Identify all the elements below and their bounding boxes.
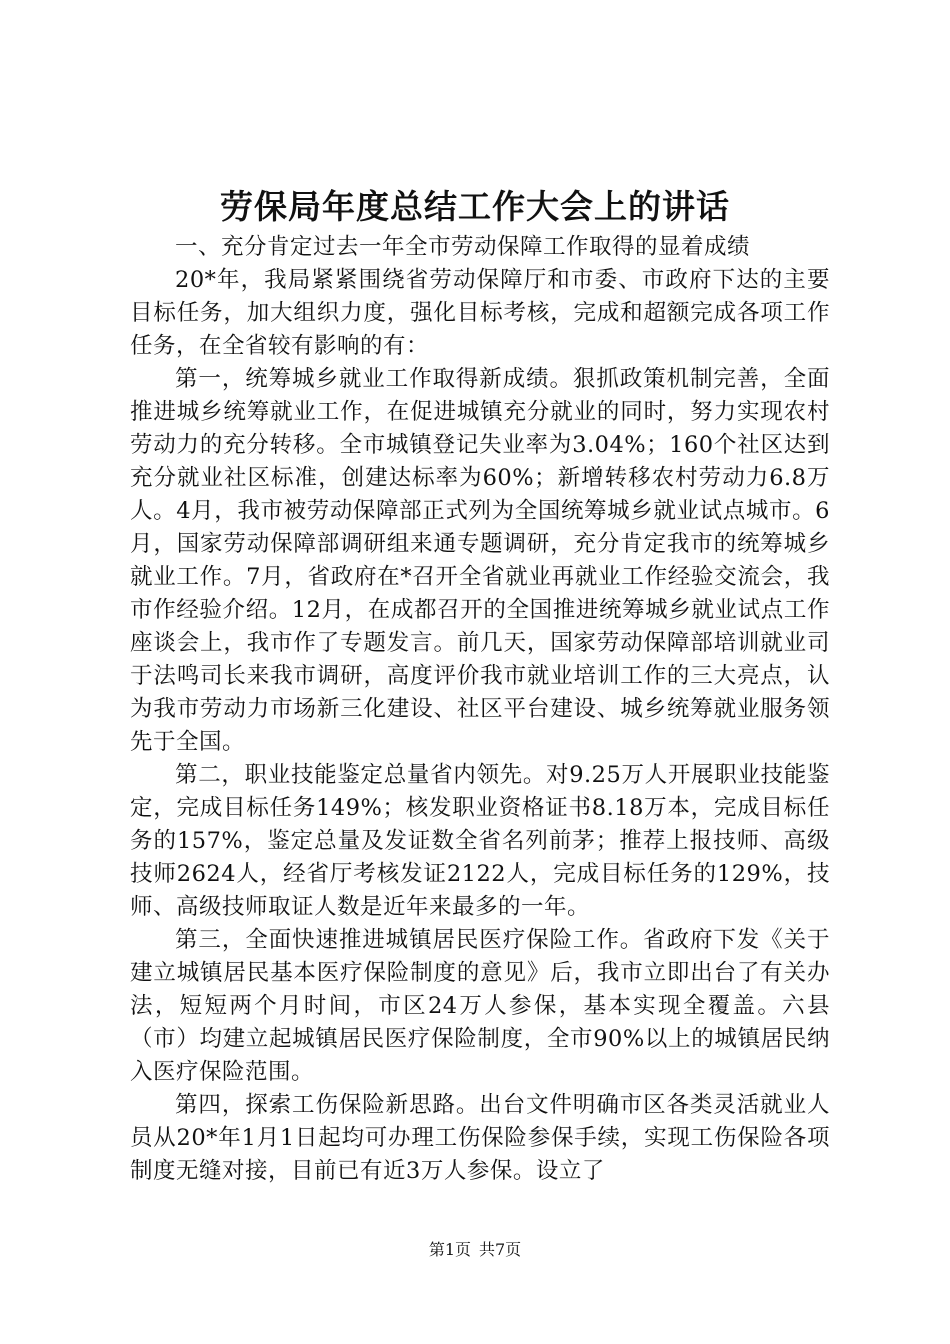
paragraph: 第四，探索工伤保险新思路。出台文件明确市区各类灵活就业人员从20*年1月1日起均可办理工伤保险参保手续，实现工伤保险各项制度无缝对接，目前已有近3万人参保。设立了 — [130, 1092, 830, 1184]
section-heading: 一、充分肯定过去一年全市劳动保障工作取得的显着成绩 — [175, 234, 751, 260]
page-footer — [0, 1238, 950, 1262]
document-title: 劳保局年度总结工作大会上的讲话 — [220, 187, 730, 226]
paragraph: 第二，职业技能鉴定总量省内领先。对9.25万人开展职业技能鉴定，完成目标任务149%；核发职业资格证书8.18万本，完成目标任务的157%，鉴定总量及发证数全省名列前茅；推荐上报技师、高级技师2624人，经省厅考核发证2122人，完成目标任务的129%，技师、高级技师取证人数是近年来最多的一年。 — [130, 762, 830, 920]
document-body — [130, 231, 830, 1188]
paragraph: 20*年，我局紧紧围绕省劳动保障厅和市委、市政府下达的主要目标任务，加大组织力度，强化目标考核，完成和超额完成各项工作任务，在全省较有影响的有： — [130, 267, 830, 359]
page-number: 第1页 — [428, 1240, 471, 1259]
paragraph: 第三，全面快速推进城镇居民医疗保险工作。省政府下发《关于建立城镇居民基本医疗保险制度的意见》后，我市立即出台了有关办法，短短两个月时间，市区24万人参保，基本实现全覆盖。六县（市）均建立起城镇居民医疗保险制度，全市90%以上的城镇居民纳入医疗保险范围。 — [130, 927, 830, 1085]
page-total: 共7页 — [479, 1240, 522, 1259]
paragraph: 第一，统筹城乡就业工作取得新成绩。狠抓政策机制完善，全面推进城乡统筹就业工作，在促进城镇充分就业的同时，努力实现农村劳动力的充分转移。全市城镇登记失业率为3.04%；160个社区达到充分就业社区标准，创建达标率为60%；新增转移农村劳动力6.8万人。4月，我市被劳动保障部正式列为全国统筹城乡就业试点城市。6月，国家劳动保障部调研组来通专题调研，充分肯定我市的统筹城乡就业工作。7月，省政府在*召开全省就业再就业工作经验交流会，我市作经验介绍。12月，在成都召开的全国推进统筹城乡就业试点工作座谈会上，我市作了专题发言。前几天，国家劳动保障部培训就业司于法鸣司长来我市调研，高度评价我市就业培训工作的三大亮点，认为我市劳动力市场新三化建设、社区平台建设、城乡统筹就业服务领先于全国。 — [130, 366, 830, 755]
